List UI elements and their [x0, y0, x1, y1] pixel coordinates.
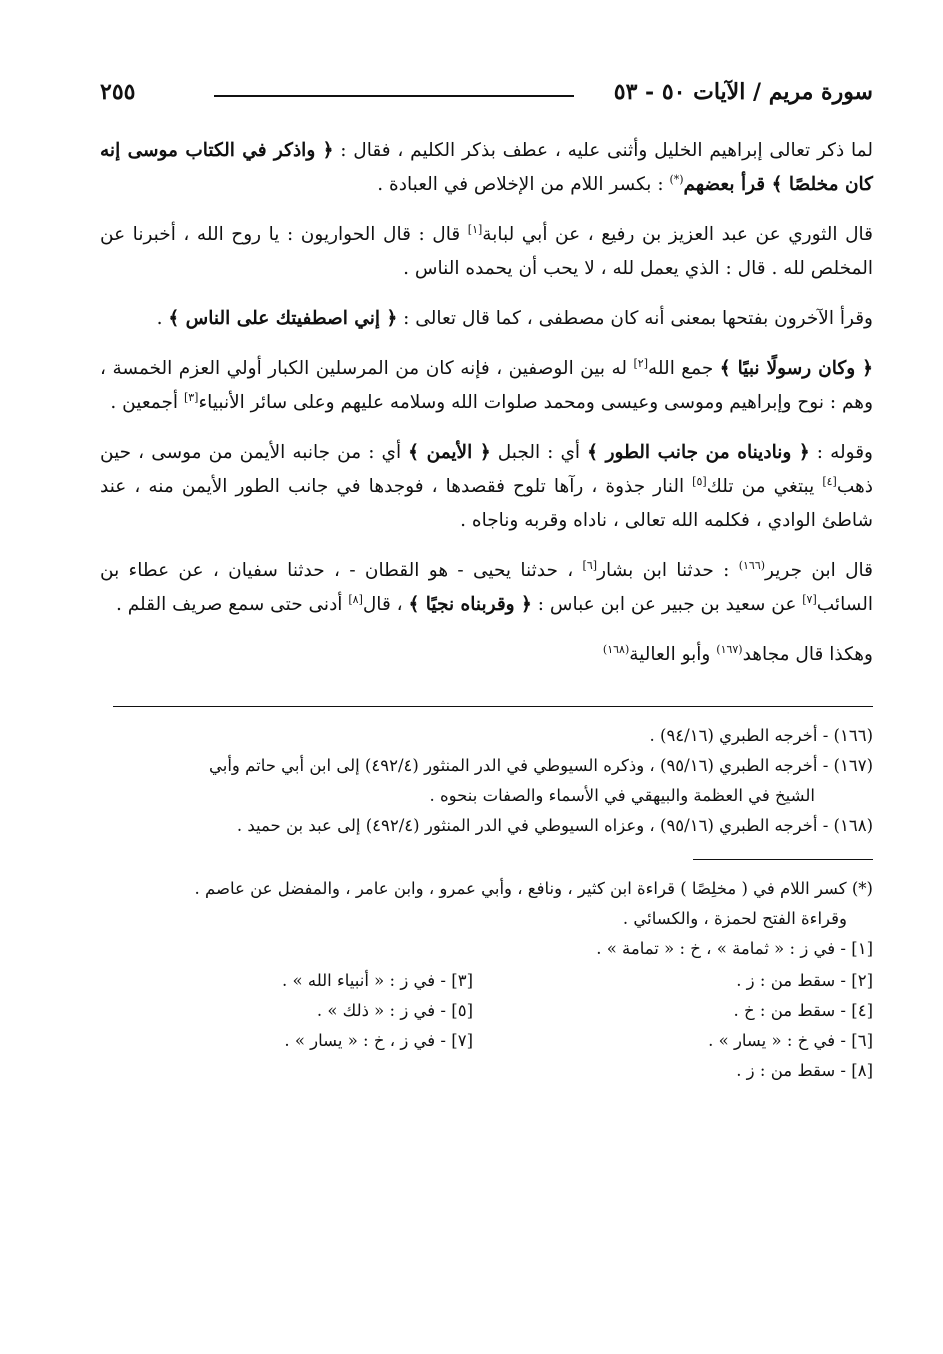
paragraph-2	[100, 218, 873, 286]
text-run: وقوله :	[809, 442, 873, 463]
variant-note-6: [٦] - في خ : « يسار » .	[708, 1031, 873, 1050]
text-run: جمع الله	[648, 358, 720, 379]
footnote-rule	[113, 706, 873, 707]
quran-verse: ﴿ إني اصطفيتك على الناس ﴾	[168, 308, 398, 329]
note-line: (*) كسر اللام في ( مخلِصًا ) قراءة ابن كثير ، ونافع ، وأبي عمرو ، وابن عامر ، والمفضل عن عاصم .	[194, 879, 873, 898]
variant-note-5: [٥] - في ز : « ذلك » .	[316, 1001, 473, 1020]
variant-marker: [٤]	[822, 474, 837, 488]
footnote-marker: (١٦٧)	[716, 642, 743, 656]
paragraph-1	[100, 134, 873, 202]
footnote-line: الشيخ في العظمة والبيهقي في الأسماء والصفات بنحوه .	[429, 786, 815, 805]
text-run: أدنى حتى سمع صريف القلم .	[115, 594, 349, 615]
variant-note-2: [٢] - سقط من : ز .	[736, 971, 873, 990]
header-rule	[214, 95, 574, 97]
paragraph-3	[100, 302, 873, 336]
text-run: أي : الجبل	[490, 442, 588, 463]
variant-note-8: [٨] - سقط من : ز .	[736, 1061, 873, 1080]
variant-marker: [١]	[467, 222, 483, 236]
text-run: : بكسر اللام من الإخلاص في العبادة .	[377, 174, 670, 195]
text-run: أي : من جانبه الأيمن من موسى ، حين ذهب	[100, 442, 873, 497]
paragraph-7	[100, 638, 873, 672]
quran-verse: ﴿ الأيمن ﴾	[408, 442, 491, 463]
quran-verse: ﴿ وكان رسولًا نبيًا ﴾	[719, 358, 874, 379]
variant-marker: [٢]	[633, 356, 649, 370]
text-run: أجمعين .	[110, 392, 184, 413]
footnotes	[100, 721, 873, 841]
text-run: عن سعيد بن جبير عن ابن عباس :	[531, 594, 803, 615]
running-title: سورة مريم / الآيات ٥٠ - ٥٣	[613, 79, 873, 105]
variant-marker: [٦]	[582, 558, 598, 572]
text-run: يبتغي من تلك	[706, 476, 823, 497]
page-number: ٢٥٥	[100, 79, 136, 105]
text-run: النار جذوة ، رآها تلوح فقصدها ، فوجدها في جانب الطور الأيمن منه ، عند شاطئ الوادي ، فكلمه الله تعالى ، ناداه وقربه وناجاه .	[100, 476, 873, 531]
variant-note-7: [٧] - في ز ، خ : « يسار » .	[284, 1031, 473, 1050]
variant-grid	[100, 966, 873, 1086]
text-run: وأبو العالية	[629, 644, 717, 665]
variant-marker: [٧]	[802, 592, 817, 606]
variant-note-3: [٣] - في ز : « أنبياء الله » .	[282, 971, 473, 990]
text-run: قال : قال الحواريون : يا روح الله ، أخبرنا عن المخلص لله . قال : الذي يعمل لله ، لا يحب أن يحمده الناس .	[100, 224, 873, 279]
variant-marker: [٣]	[183, 390, 199, 404]
footnote-168: (١٦٨) - أخرجه الطبري (٩٥/١٦) ، وعزاه السيوطي في الدر المنثور (٤٩٢/٤) إلى عبد بن حميد .	[236, 816, 873, 835]
page-header	[100, 70, 873, 114]
variant-note-4: [٤] - سقط من : خ .	[733, 1001, 873, 1020]
text-run: ، حدثنا يحيى - هو القطان - ، حدثنا سفيان ، عن عطاء بن السائب	[100, 560, 873, 615]
footnote-marker: (١٦٨)	[602, 642, 630, 656]
note-marker: (*)	[669, 172, 684, 186]
note-line: وقراءة الفتح لحمزة ، والكسائي .	[622, 909, 847, 928]
notes-rule	[693, 859, 873, 860]
footnote-marker: (١٦٦)	[738, 558, 766, 572]
variant-marker: [٥]	[692, 474, 707, 488]
variant-note-1: [١] - في ز : « ثمامة » ، خ : « تمامة » .	[596, 939, 873, 958]
text-run: وهكذا قال مجاهد	[742, 644, 873, 665]
variant-marker: [٨]	[348, 592, 363, 606]
quran-verse: ﴿ وقربناه نجيًا ﴾	[408, 594, 532, 615]
footnote-line: (١٦٧) - أخرجه الطبري (٩٥/١٦) ، وذكره السيوطي في الدر المنثور (٤٩٢/٤) إلى ابن أبي حاتم وأبي	[208, 756, 873, 775]
quran-verse: ﴿ واذكر في الكتاب موسى إنه كان مخلصًا ﴾	[100, 140, 873, 195]
text-run: لما ذكر تعالى إبراهيم الخليل وأثنى عليه ، عطف بذكر الكليم ، فقال :	[333, 140, 873, 161]
text-run: وقرأ الآخرون بفتحها بمعنى أنه كان مصطفى ، كما قال تعالى :	[397, 308, 873, 329]
text-run: ، قال	[362, 594, 409, 615]
paragraph-4	[100, 352, 873, 420]
paragraph-5	[100, 436, 873, 538]
quran-verse: ﴿ وناديناه من جانب الطور ﴾	[587, 442, 810, 463]
text-run: .	[156, 308, 169, 329]
text-run: قال الثوري عن عبد العزيز بن رفيع ، عن أبي لبابة	[482, 224, 873, 245]
footnote-167	[100, 751, 873, 811]
text-run: قرأ بعضهم	[683, 174, 772, 195]
reading-note	[100, 874, 873, 934]
main-text	[100, 134, 873, 672]
variant-notes	[100, 874, 873, 1086]
text-run: : حدثنا ابن بشار	[597, 560, 739, 581]
text-run: قال ابن جرير	[765, 560, 873, 581]
footnote-166: (١٦٦) - أخرجه الطبري (٩٤/١٦) .	[649, 726, 873, 745]
text-run: له بين الوصفين ، فإنه كان من المرسلين الكبار أولي العزم الخمسة ، وهم : نوح وإبراهيم وموسى وعيسى ومحمد صلوات الله وسلامه عليهم وعلى سائر الأنبياء	[100, 358, 873, 413]
paragraph-6	[100, 554, 873, 622]
